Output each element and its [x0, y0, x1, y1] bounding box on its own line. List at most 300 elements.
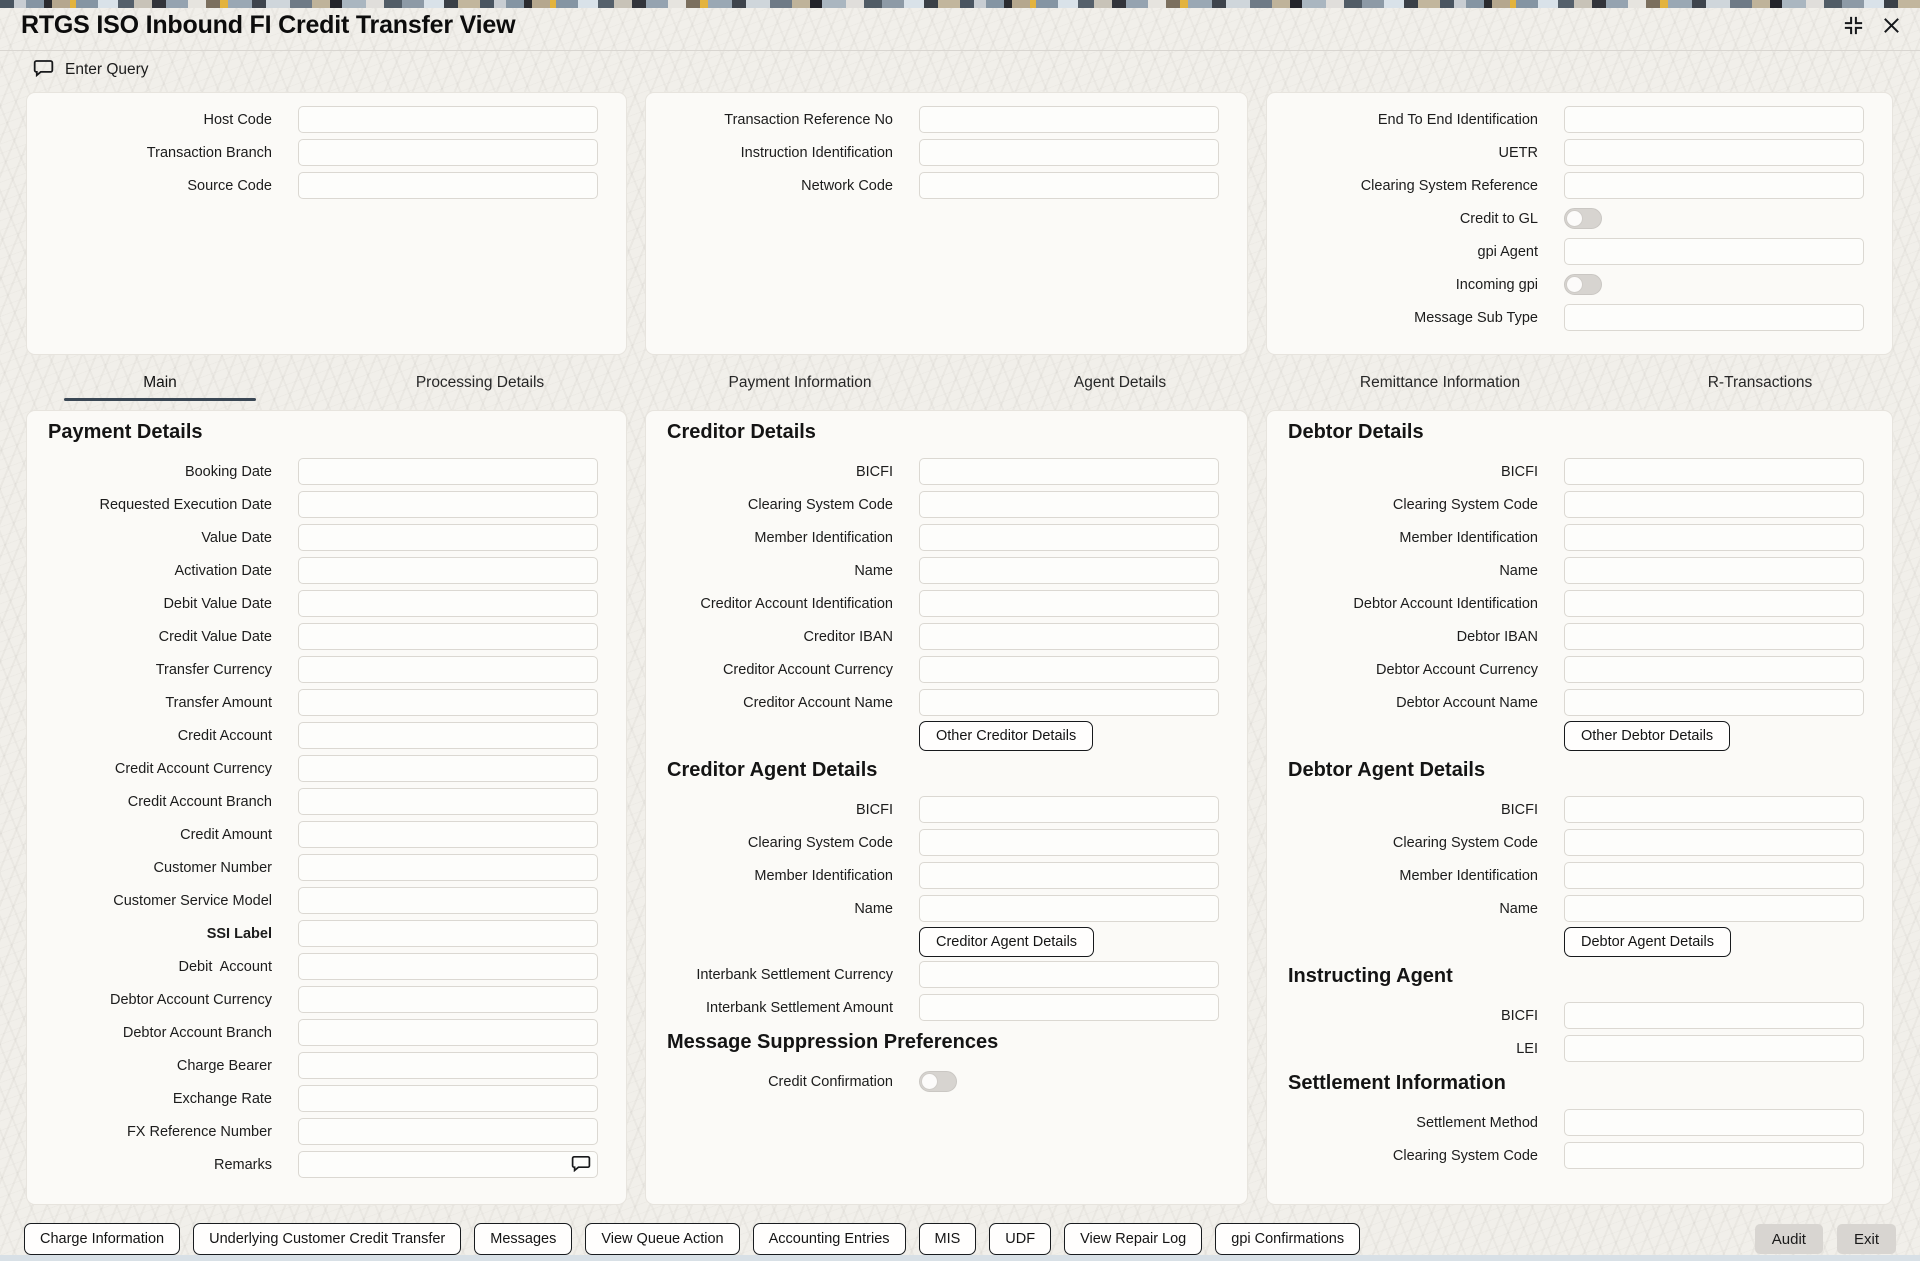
value-date-label: Value Date	[201, 529, 272, 546]
bicfi-input[interactable]	[919, 458, 1219, 485]
field-row	[27, 106, 626, 133]
field-row	[27, 623, 626, 650]
comment-icon[interactable]	[571, 1155, 591, 1172]
clearing-system-code-input[interactable]	[919, 829, 1219, 856]
field-control	[1564, 623, 1864, 650]
field-control	[298, 1019, 598, 1046]
clearing-system-code-label: Clearing System Code	[1392, 834, 1538, 851]
field-control	[919, 524, 1219, 551]
field-row	[27, 656, 626, 683]
requested-execution-date-label: Requested Execution Date	[99, 496, 272, 513]
input-wrap	[1564, 829, 1864, 856]
transaction-branch-input[interactable]	[298, 139, 598, 166]
page-title: RTGS ISO Inbound FI Credit Transfer View	[21, 11, 516, 39]
clearing-system-code-label: Clearing System Code	[1392, 1147, 1538, 1164]
field-row	[1267, 238, 1892, 265]
field-row	[1267, 524, 1892, 551]
audit-button[interactable]: Audit	[1755, 1224, 1823, 1254]
exchange-rate-input[interactable]	[298, 1085, 598, 1112]
toggle-knob	[1566, 210, 1583, 227]
debtor-account-currency-input[interactable]	[298, 986, 598, 1013]
field-control	[298, 920, 598, 947]
value-date-input[interactable]	[298, 524, 598, 551]
toggle-knob	[921, 1073, 938, 1090]
other-debtor-details-button[interactable]: Other Debtor Details	[1564, 721, 1730, 751]
input-wrap	[1564, 656, 1864, 683]
field-control	[919, 172, 1219, 199]
bicfi-input[interactable]	[1564, 796, 1864, 823]
member-identification-input[interactable]	[919, 524, 1219, 551]
input-wrap	[298, 524, 598, 551]
bicfi-input[interactable]	[1564, 1002, 1864, 1029]
field-control	[298, 656, 598, 683]
field-control	[298, 590, 598, 617]
debtor-iban-label: Debtor IBAN	[1456, 628, 1538, 645]
exit-button[interactable]: Exit	[1837, 1224, 1896, 1254]
credit-account-currency-input[interactable]	[298, 755, 598, 782]
field-row	[646, 895, 1247, 922]
input-wrap	[919, 895, 1219, 922]
tab-bar	[0, 367, 1920, 399]
field-control	[919, 623, 1219, 650]
input-wrap	[1564, 238, 1864, 265]
field-row	[1267, 829, 1892, 856]
input-wrap	[919, 458, 1219, 485]
input-wrap	[919, 172, 1219, 199]
input-wrap	[298, 139, 598, 166]
remarks-input[interactable]	[298, 1151, 598, 1178]
field-row	[1267, 623, 1892, 650]
clearing-system-code-label: Clearing System Code	[747, 834, 893, 851]
debit-value-date-label: Debit Value Date	[163, 595, 272, 612]
debit-value-date-input[interactable]	[298, 590, 598, 617]
field-row	[27, 458, 626, 485]
input-wrap	[1564, 458, 1864, 485]
field-row	[1267, 928, 1892, 955]
input-wrap	[1564, 172, 1864, 199]
bicfi-label: BICFI	[1500, 1007, 1538, 1024]
field-control	[298, 986, 598, 1013]
tab-agent-details[interactable]: Agent Details	[1073, 374, 1167, 391]
credit-value-date-input[interactable]	[298, 623, 598, 650]
field-control	[1564, 458, 1864, 485]
field-control	[1564, 1109, 1864, 1136]
field-row	[1267, 1109, 1892, 1136]
settlement-method-label: Settlement Method	[1416, 1114, 1538, 1131]
interbank-settlement-currency-label: Interbank Settlement Currency	[696, 966, 893, 983]
field-row	[1267, 491, 1892, 518]
debtor-agent-details-heading: Debtor Agent Details	[1288, 759, 1486, 781]
debtor-account-currency-input[interactable]	[1564, 656, 1864, 683]
creditor-agent-details-button[interactable]: Creditor Agent Details	[919, 927, 1094, 957]
input-wrap	[919, 829, 1219, 856]
input-wrap	[1564, 557, 1864, 584]
field-control	[919, 1071, 1219, 1092]
field-control	[1564, 304, 1864, 331]
input-wrap	[919, 961, 1219, 988]
customer-service-model-input[interactable]	[298, 887, 598, 914]
field-row	[1267, 590, 1892, 617]
incoming-gpi-label: Incoming gpi	[1455, 276, 1538, 293]
field-control	[919, 590, 1219, 617]
udf-button[interactable]: UDF	[989, 1223, 1051, 1255]
credit-to-gl-label: Credit to GL	[1459, 210, 1538, 227]
requested-execution-date-input[interactable]	[298, 491, 598, 518]
input-wrap	[298, 1019, 598, 1046]
input-wrap	[298, 557, 598, 584]
enter-query-action[interactable]	[33, 57, 149, 83]
name-label: Name	[1499, 562, 1538, 579]
field-row	[27, 1118, 626, 1145]
input-wrap	[919, 656, 1219, 683]
booking-date-label: Booking Date	[184, 463, 272, 480]
field-control	[1564, 524, 1864, 551]
lei-label: LEI	[1516, 1040, 1538, 1057]
uetr-input[interactable]	[1564, 139, 1864, 166]
instruction-identification-label: Instruction Identification	[740, 144, 893, 161]
field-control	[1564, 238, 1864, 265]
instructing-agent-heading: Instructing Agent	[1288, 965, 1453, 987]
clearing-system-code-input[interactable]	[1564, 491, 1864, 518]
field-row	[646, 722, 1247, 749]
debtor-iban-input[interactable]	[1564, 623, 1864, 650]
field-control	[919, 458, 1219, 485]
field-control	[298, 557, 598, 584]
bicfi-label: BICFI	[855, 801, 893, 818]
toggle-knob	[1566, 276, 1583, 293]
field-row	[1267, 557, 1892, 584]
field-row	[1267, 895, 1892, 922]
field-row	[27, 139, 626, 166]
field-row	[27, 854, 626, 881]
field-row	[27, 887, 626, 914]
field-row	[27, 1052, 626, 1079]
input-wrap	[1564, 689, 1864, 716]
ssi-label-label: SSI Label	[206, 925, 272, 942]
instruction-identification-input[interactable]	[919, 139, 1219, 166]
input-wrap	[919, 862, 1219, 889]
clearing-system-reference-input[interactable]	[1564, 172, 1864, 199]
credit-account-branch-input[interactable]	[298, 788, 598, 815]
input-wrap	[298, 887, 598, 914]
field-control	[1564, 557, 1864, 584]
debtor-account-identification-label: Debtor Account Identification	[1353, 595, 1538, 612]
member-identification-label: Member Identification	[754, 529, 893, 546]
debtor-agent-details-button[interactable]: Debtor Agent Details	[1564, 927, 1731, 957]
member-identification-label: Member Identification	[754, 867, 893, 884]
view-repair-log-button[interactable]: View Repair Log	[1064, 1223, 1202, 1255]
field-control	[1564, 274, 1864, 295]
credit-account-currency-label: Credit Account Currency	[114, 760, 272, 777]
input-wrap	[298, 590, 598, 617]
message-sub-type-input[interactable]	[1564, 304, 1864, 331]
input-wrap	[1564, 524, 1864, 551]
creditor-iban-label: Creditor IBAN	[803, 628, 893, 645]
creditor-account-currency-input[interactable]	[919, 656, 1219, 683]
input-wrap	[298, 623, 598, 650]
field-row	[1267, 1035, 1892, 1062]
transaction-reference-no-input[interactable]	[919, 106, 1219, 133]
transfer-amount-input[interactable]	[298, 689, 598, 716]
messages-button[interactable]: Messages	[474, 1223, 572, 1255]
field-row	[1267, 205, 1892, 232]
credit-amount-input[interactable]	[298, 821, 598, 848]
customer-service-model-label: Customer Service Model	[113, 892, 272, 909]
input-wrap	[298, 458, 598, 485]
transfer-amount-label: Transfer Amount	[165, 694, 272, 711]
field-control	[298, 458, 598, 485]
debtor-account-name-input[interactable]	[1564, 689, 1864, 716]
field-control	[298, 1052, 598, 1079]
input-wrap	[298, 722, 598, 749]
customer-number-input[interactable]	[298, 854, 598, 881]
tab-payment-information[interactable]: Payment Information	[728, 374, 872, 391]
field-control	[1564, 590, 1864, 617]
input-wrap	[919, 796, 1219, 823]
creditor-account-name-input[interactable]	[919, 689, 1219, 716]
field-control	[919, 106, 1219, 133]
close-icon[interactable]	[1881, 15, 1902, 36]
credit-confirmation-toggle[interactable]	[919, 1071, 957, 1092]
gpi-agent-label: gpi Agent	[1477, 243, 1538, 260]
input-wrap	[298, 788, 598, 815]
mis-button[interactable]: MIS	[919, 1223, 977, 1255]
host-code-input[interactable]	[298, 106, 598, 133]
bottom-strip	[0, 1255, 1920, 1261]
input-wrap	[919, 689, 1219, 716]
debtor-account-branch-input[interactable]	[298, 1019, 598, 1046]
underlying-customer-credit-transfer-button[interactable]: Underlying Customer Credit Transfer	[193, 1223, 461, 1255]
field-control	[1564, 106, 1864, 133]
field-control	[919, 491, 1219, 518]
host-section-panel	[26, 92, 627, 355]
field-row	[27, 172, 626, 199]
field-control	[298, 623, 598, 650]
view-queue-action-button[interactable]: View Queue Action	[585, 1223, 739, 1255]
charge-information-button[interactable]: Charge Information	[24, 1223, 180, 1255]
field-control	[919, 139, 1219, 166]
field-control	[919, 961, 1219, 988]
clearing-system-reference-label: Clearing System Reference	[1360, 177, 1538, 194]
resize-window-icon[interactable]	[1842, 14, 1865, 37]
name-input[interactable]	[1564, 895, 1864, 922]
name-input[interactable]	[919, 895, 1219, 922]
clearing-system-code-input[interactable]	[919, 491, 1219, 518]
titlebar	[0, 8, 1920, 50]
creditor-iban-input[interactable]	[919, 623, 1219, 650]
clearing-system-code-input[interactable]	[1564, 829, 1864, 856]
end-to-end-identification-input[interactable]	[1564, 106, 1864, 133]
incoming-gpi-toggle[interactable]	[1564, 274, 1602, 295]
settlement-information-heading: Settlement Information	[1288, 1072, 1506, 1094]
tab-main[interactable]: Main	[0, 367, 320, 399]
field-row	[1267, 1002, 1892, 1029]
enter-query-label: Enter Query	[65, 61, 149, 78]
debtor-account-identification-input[interactable]	[1564, 590, 1864, 617]
input-wrap	[919, 623, 1219, 650]
bicfi-label: BICFI	[855, 463, 893, 480]
credit-to-gl-toggle[interactable]	[1564, 208, 1602, 229]
booking-date-input[interactable]	[298, 458, 598, 485]
debtor-account-name-label: Debtor Account Name	[1396, 694, 1538, 711]
tab-r-transactions[interactable]: R-Transactions	[1707, 374, 1813, 391]
field-control	[1564, 927, 1864, 957]
input-wrap	[298, 491, 598, 518]
field-control	[1564, 862, 1864, 889]
field-control	[298, 1085, 598, 1112]
message-suppression-preferences-heading: Message Suppression Preferences	[667, 1031, 999, 1053]
field-row	[27, 755, 626, 782]
field-row	[646, 458, 1247, 485]
debtor-account-currency-label: Debtor Account Currency	[1376, 661, 1538, 678]
payment-details-panel	[26, 410, 627, 1205]
ssi-label-input[interactable]	[298, 920, 598, 947]
input-wrap	[298, 1118, 598, 1145]
field-row	[27, 689, 626, 716]
field-row	[27, 920, 626, 947]
name-input[interactable]	[919, 557, 1219, 584]
field-row	[1267, 106, 1892, 133]
tab-remittance-information[interactable]: Remittance Information	[1359, 374, 1521, 391]
field-control	[919, 927, 1219, 957]
field-control	[919, 689, 1219, 716]
field-control	[1564, 491, 1864, 518]
field-control	[1564, 172, 1864, 199]
debit-account-input[interactable]	[298, 953, 598, 980]
accounting-entries-button[interactable]: Accounting Entries	[753, 1223, 906, 1255]
gpi-agent-input[interactable]	[1564, 238, 1864, 265]
end-to-end-identification-label: End To End Identification	[1377, 111, 1538, 128]
source-code-label: Source Code	[187, 177, 272, 194]
input-wrap	[919, 524, 1219, 551]
input-wrap	[1564, 796, 1864, 823]
input-wrap	[919, 994, 1219, 1021]
input-wrap	[919, 106, 1219, 133]
name-label: Name	[1499, 900, 1538, 917]
input-wrap	[298, 1151, 598, 1178]
field-control	[298, 1118, 598, 1145]
credit-account-input[interactable]	[298, 722, 598, 749]
field-control	[298, 854, 598, 881]
input-wrap	[919, 139, 1219, 166]
interbank-settlement-currency-input[interactable]	[919, 961, 1219, 988]
settlement-method-input[interactable]	[1564, 1109, 1864, 1136]
transfer-currency-input[interactable]	[298, 656, 598, 683]
bicfi-input[interactable]	[1564, 458, 1864, 485]
interbank-settlement-amount-input[interactable]	[919, 994, 1219, 1021]
member-identification-input[interactable]	[1564, 524, 1864, 551]
credit-value-date-label: Credit Value Date	[158, 628, 272, 645]
comment-icon	[33, 59, 54, 82]
field-row	[646, 829, 1247, 856]
member-identification-input[interactable]	[1564, 862, 1864, 889]
network-code-input[interactable]	[919, 172, 1219, 199]
activation-date-input[interactable]	[298, 557, 598, 584]
exchange-rate-label: Exchange Rate	[172, 1090, 272, 1107]
identification-section-panel	[1266, 92, 1893, 355]
field-row	[27, 986, 626, 1013]
creditor-account-identification-input[interactable]	[919, 590, 1219, 617]
field-row	[646, 106, 1247, 133]
remarks-label: Remarks	[213, 1156, 272, 1173]
debtor-details-panel	[1266, 410, 1893, 1205]
clearing-system-code-input[interactable]	[1564, 1142, 1864, 1169]
tab-processing-details[interactable]: Processing Details	[415, 374, 545, 391]
creditor-details-panel	[645, 410, 1248, 1205]
bicfi-input[interactable]	[919, 796, 1219, 823]
input-wrap	[298, 953, 598, 980]
field-row	[1267, 862, 1892, 889]
source-code-input[interactable]	[298, 172, 598, 199]
other-creditor-details-button[interactable]: Other Creditor Details	[919, 721, 1093, 751]
input-wrap	[1564, 139, 1864, 166]
field-control	[919, 796, 1219, 823]
input-wrap	[1564, 106, 1864, 133]
field-row	[646, 491, 1247, 518]
debtor-account-branch-label: Debtor Account Branch	[122, 1024, 272, 1041]
field-row	[27, 788, 626, 815]
clearing-system-code-label: Clearing System Code	[1392, 496, 1538, 513]
input-wrap	[1564, 1035, 1864, 1062]
name-label: Name	[854, 900, 893, 917]
window-controls	[1842, 14, 1902, 37]
creditor-account-identification-label: Creditor Account Identification	[700, 595, 893, 612]
field-control	[1564, 656, 1864, 683]
name-input[interactable]	[1564, 557, 1864, 584]
field-row	[1267, 656, 1892, 683]
field-control	[298, 139, 598, 166]
input-wrap	[1564, 491, 1864, 518]
interbank-settlement-amount-label: Interbank Settlement Amount	[706, 999, 893, 1016]
member-identification-input[interactable]	[919, 862, 1219, 889]
field-row	[27, 557, 626, 584]
gpi-confirmations-button[interactable]: gpi Confirmations	[1215, 1223, 1360, 1255]
charge-bearer-input[interactable]	[298, 1052, 598, 1079]
field-control	[1564, 1002, 1864, 1029]
message-sub-type-label: Message Sub Type	[1414, 309, 1538, 326]
field-row	[646, 557, 1247, 584]
field-row	[27, 1019, 626, 1046]
field-row	[27, 953, 626, 980]
field-row	[646, 656, 1247, 683]
debit-account-label: Debit Account	[178, 958, 272, 975]
uetr-label: UETR	[1498, 144, 1538, 161]
field-row	[1267, 689, 1892, 716]
field-row	[646, 862, 1247, 889]
input-wrap	[298, 1085, 598, 1112]
field-row	[646, 1068, 1247, 1095]
lei-input[interactable]	[1564, 1035, 1864, 1062]
fx-reference-number-input[interactable]	[298, 1118, 598, 1145]
clearing-system-code-label: Clearing System Code	[747, 496, 893, 513]
footer-bar	[24, 1222, 1896, 1256]
field-row	[1267, 304, 1892, 331]
input-wrap	[298, 106, 598, 133]
field-row	[1267, 271, 1892, 298]
name-label: Name	[854, 562, 893, 579]
field-control	[919, 721, 1219, 751]
desktop-background-strip	[0, 0, 1920, 8]
field-control	[298, 788, 598, 815]
input-wrap	[919, 590, 1219, 617]
footer-actions	[24, 1223, 1360, 1255]
field-row	[1267, 172, 1892, 199]
transaction-reference-no-label: Transaction Reference No	[724, 111, 893, 128]
member-identification-label: Member Identification	[1399, 529, 1538, 546]
creditor-account-currency-label: Creditor Account Currency	[722, 661, 893, 678]
field-control	[298, 1151, 598, 1178]
field-control	[1564, 796, 1864, 823]
